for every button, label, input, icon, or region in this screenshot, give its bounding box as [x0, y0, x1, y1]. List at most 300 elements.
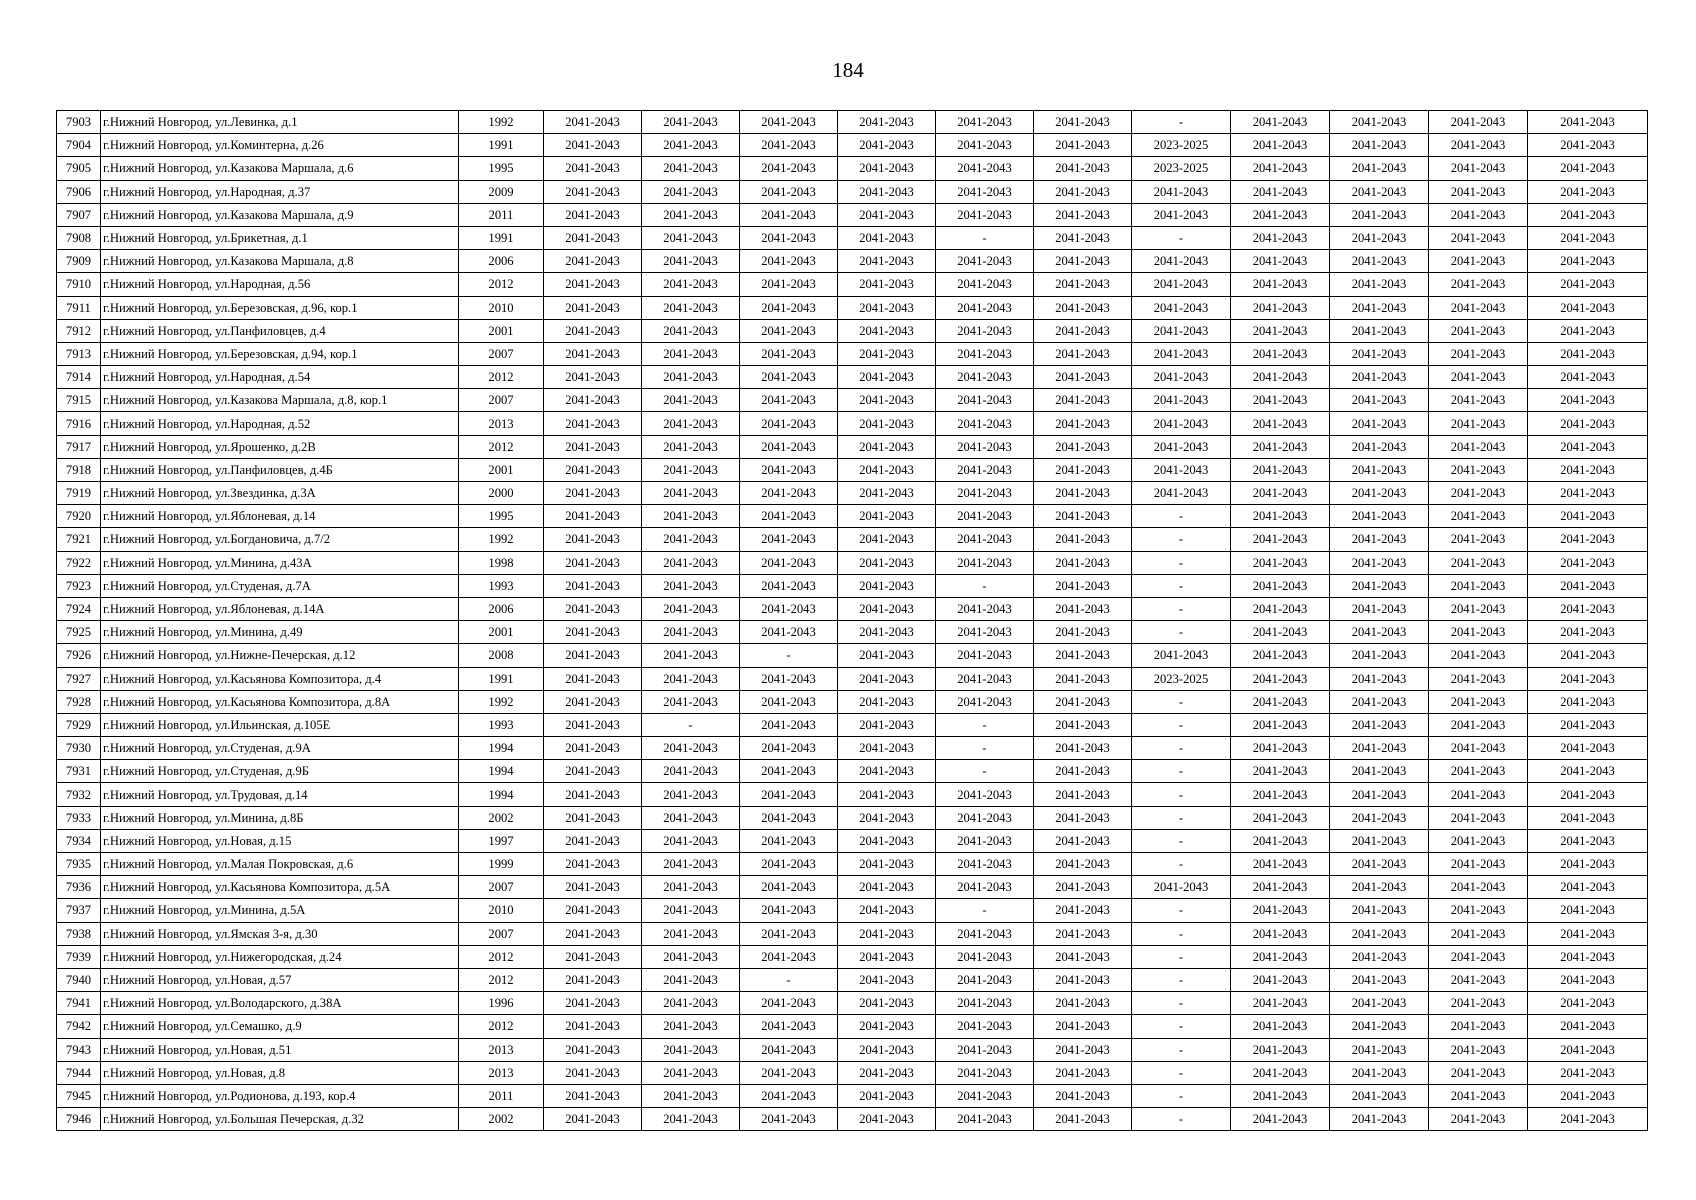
cell-period-8: 2041-2043 [1231, 1015, 1330, 1038]
cell-period-4: 2041-2043 [838, 760, 936, 783]
cell-period-9: 2041-2043 [1330, 667, 1429, 690]
cell-year: 2007 [459, 342, 544, 365]
cell-period-5: 2041-2043 [936, 667, 1034, 690]
cell-row-number: 7917 [57, 435, 101, 458]
cell-period-11: 2041-2043 [1528, 1084, 1648, 1107]
cell-period-4: 2041-2043 [838, 157, 936, 180]
cell-period-2: - [642, 713, 740, 736]
cell-period-6: 2041-2043 [1034, 180, 1132, 203]
cell-period-1: 2041-2043 [544, 342, 642, 365]
cell-period-6: 2041-2043 [1034, 482, 1132, 505]
table-row [57, 528, 1648, 551]
cell-period-6: 2041-2043 [1034, 1015, 1132, 1038]
cell-period-11: 2041-2043 [1528, 157, 1648, 180]
cell-period-10: 2041-2043 [1429, 597, 1528, 620]
cell-period-2: 2041-2043 [642, 296, 740, 319]
cell-row-number: 7910 [57, 273, 101, 296]
cell-row-number: 7916 [57, 412, 101, 435]
cell-period-6: 2041-2043 [1034, 829, 1132, 852]
cell-period-8: 2041-2043 [1231, 574, 1330, 597]
cell-period-7: 2041-2043 [1132, 319, 1231, 342]
cell-period-1: 2041-2043 [544, 1015, 642, 1038]
table-row [57, 829, 1648, 852]
cell-period-2: 2041-2043 [642, 806, 740, 829]
cell-period-11: 2041-2043 [1528, 226, 1648, 249]
cell-period-5: 2041-2043 [936, 389, 1034, 412]
cell-period-6: 2041-2043 [1034, 760, 1132, 783]
cell-period-5: - [936, 713, 1034, 736]
cell-period-9: 2041-2043 [1330, 783, 1429, 806]
cell-year: 2000 [459, 482, 544, 505]
cell-row-number: 7946 [57, 1108, 101, 1131]
cell-period-5: - [936, 226, 1034, 249]
cell-period-2: 2041-2043 [642, 1038, 740, 1061]
cell-period-10: 2041-2043 [1429, 574, 1528, 597]
cell-period-9: 2041-2043 [1330, 412, 1429, 435]
cell-period-2: 2041-2043 [642, 783, 740, 806]
cell-period-4: 2041-2043 [838, 1061, 936, 1084]
cell-period-3: 2041-2043 [740, 366, 838, 389]
cell-period-8: 2041-2043 [1231, 157, 1330, 180]
cell-period-11: 2041-2043 [1528, 760, 1648, 783]
cell-address: г.Нижний Новгород, ул.Семашко, д.9 [101, 1015, 459, 1038]
cell-period-9: 2041-2043 [1330, 505, 1429, 528]
cell-period-1: 2041-2043 [544, 737, 642, 760]
cell-address: г.Нижний Новгород, ул.Нижне-Печерская, д.12 [101, 644, 459, 667]
cell-row-number: 7927 [57, 667, 101, 690]
cell-period-7: 2041-2043 [1132, 366, 1231, 389]
cell-period-1: 2041-2043 [544, 574, 642, 597]
table-row [57, 574, 1648, 597]
cell-period-8: 2041-2043 [1231, 1038, 1330, 1061]
cell-period-8: 2041-2043 [1231, 250, 1330, 273]
cell-period-9: 2041-2043 [1330, 621, 1429, 644]
cell-row-number: 7931 [57, 760, 101, 783]
cell-period-2: 2041-2043 [642, 667, 740, 690]
cell-period-6: 2041-2043 [1034, 644, 1132, 667]
cell-period-6: 2041-2043 [1034, 505, 1132, 528]
cell-period-7: 2041-2043 [1132, 412, 1231, 435]
cell-period-6: 2041-2043 [1034, 528, 1132, 551]
cell-period-6: 2041-2043 [1034, 226, 1132, 249]
cell-period-6: 2041-2043 [1034, 551, 1132, 574]
cell-address: г.Нижний Новгород, ул.Минина, д.49 [101, 621, 459, 644]
cell-period-9: 2041-2043 [1330, 366, 1429, 389]
cell-year: 2001 [459, 319, 544, 342]
cell-period-11: 2041-2043 [1528, 621, 1648, 644]
cell-address: г.Нижний Новгород, ул.Студеная, д.9Б [101, 760, 459, 783]
cell-period-7: 2041-2043 [1132, 644, 1231, 667]
table-row [57, 968, 1648, 991]
cell-year: 2011 [459, 1084, 544, 1107]
cell-address: г.Нижний Новгород, ул.Новая, д.8 [101, 1061, 459, 1084]
cell-address: г.Нижний Новгород, ул.Яблоневая, д.14 [101, 505, 459, 528]
cell-period-9: 2041-2043 [1330, 528, 1429, 551]
cell-period-1: 2041-2043 [544, 876, 642, 899]
cell-period-5: 2041-2043 [936, 690, 1034, 713]
table-row [57, 342, 1648, 365]
cell-period-11: 2041-2043 [1528, 319, 1648, 342]
cell-year: 2007 [459, 389, 544, 412]
cell-period-8: 2041-2043 [1231, 760, 1330, 783]
cell-period-6: 2041-2043 [1034, 273, 1132, 296]
cell-period-10: 2041-2043 [1429, 435, 1528, 458]
cell-period-2: 2041-2043 [642, 342, 740, 365]
cell-year: 2010 [459, 296, 544, 319]
cell-period-5: 2041-2043 [936, 203, 1034, 226]
cell-period-4: 2041-2043 [838, 992, 936, 1015]
cell-period-5: - [936, 737, 1034, 760]
cell-period-6: 2041-2043 [1034, 597, 1132, 620]
cell-period-4: 2041-2043 [838, 296, 936, 319]
cell-period-9: 2041-2043 [1330, 574, 1429, 597]
cell-period-3: 2041-2043 [740, 690, 838, 713]
cell-address: г.Нижний Новгород, ул.Коминтерна, д.26 [101, 134, 459, 157]
cell-period-5: 2041-2043 [936, 783, 1034, 806]
cell-period-5: 2041-2043 [936, 644, 1034, 667]
cell-period-8: 2041-2043 [1231, 435, 1330, 458]
cell-period-1: 2041-2043 [544, 458, 642, 481]
table-row [57, 551, 1648, 574]
cell-year: 2012 [459, 968, 544, 991]
cell-period-5: 2041-2043 [936, 806, 1034, 829]
cell-year: 1995 [459, 505, 544, 528]
cell-period-1: 2041-2043 [544, 319, 642, 342]
cell-year: 2002 [459, 1108, 544, 1131]
cell-period-9: 2041-2043 [1330, 458, 1429, 481]
cell-period-8: 2041-2043 [1231, 737, 1330, 760]
table-row [57, 737, 1648, 760]
cell-period-5: 2041-2043 [936, 1084, 1034, 1107]
cell-period-2: 2041-2043 [642, 597, 740, 620]
cell-address: г.Нижний Новгород, ул.Студеная, д.7А [101, 574, 459, 597]
cell-address: г.Нижний Новгород, ул.Касьянова Композитора, д.8А [101, 690, 459, 713]
table-row [57, 226, 1648, 249]
cell-period-5: 2041-2043 [936, 296, 1034, 319]
cell-period-2: 2041-2043 [642, 273, 740, 296]
cell-period-8: 2041-2043 [1231, 829, 1330, 852]
cell-address: г.Нижний Новгород, ул.Ильинская, д.105Е [101, 713, 459, 736]
cell-period-4: 2041-2043 [838, 899, 936, 922]
cell-period-8: 2041-2043 [1231, 968, 1330, 991]
cell-address: г.Нижний Новгород, ул.Казакова Маршала, д.8 [101, 250, 459, 273]
cell-period-4: 2041-2043 [838, 806, 936, 829]
cell-period-8: 2041-2043 [1231, 899, 1330, 922]
cell-period-4: 2041-2043 [838, 1038, 936, 1061]
cell-period-8: 2041-2043 [1231, 273, 1330, 296]
cell-period-5: 2041-2043 [936, 134, 1034, 157]
cell-period-2: 2041-2043 [642, 389, 740, 412]
cell-period-4: 2041-2043 [838, 968, 936, 991]
cell-period-11: 2041-2043 [1528, 250, 1648, 273]
cell-period-9: 2041-2043 [1330, 968, 1429, 991]
table-body [57, 111, 1648, 1131]
cell-period-1: 2041-2043 [544, 134, 642, 157]
cell-period-5: 2041-2043 [936, 621, 1034, 644]
cell-address: г.Нижний Новгород, ул.Березовская, д.94, кор.1 [101, 342, 459, 365]
cell-period-8: 2041-2043 [1231, 412, 1330, 435]
table-row [57, 644, 1648, 667]
cell-address: г.Нижний Новгород, ул.Брикетная, д.1 [101, 226, 459, 249]
cell-period-5: 2041-2043 [936, 1038, 1034, 1061]
cell-period-3: 2041-2043 [740, 203, 838, 226]
cell-period-7: - [1132, 968, 1231, 991]
cell-period-2: 2041-2043 [642, 1061, 740, 1084]
cell-year: 2010 [459, 899, 544, 922]
cell-period-9: 2041-2043 [1330, 273, 1429, 296]
cell-period-11: 2041-2043 [1528, 783, 1648, 806]
cell-period-11: 2041-2043 [1528, 134, 1648, 157]
cell-address: г.Нижний Новгород, ул.Звездинка, д.3А [101, 482, 459, 505]
cell-period-5: 2041-2043 [936, 366, 1034, 389]
cell-period-1: 2041-2043 [544, 366, 642, 389]
cell-period-7: 2041-2043 [1132, 435, 1231, 458]
cell-row-number: 7904 [57, 134, 101, 157]
cell-period-4: 2041-2043 [838, 180, 936, 203]
cell-period-6: 2041-2043 [1034, 412, 1132, 435]
cell-row-number: 7937 [57, 899, 101, 922]
cell-year: 1994 [459, 760, 544, 783]
cell-row-number: 7922 [57, 551, 101, 574]
table-row [57, 180, 1648, 203]
cell-row-number: 7945 [57, 1084, 101, 1107]
cell-period-9: 2041-2043 [1330, 111, 1429, 134]
cell-address: г.Нижний Новгород, ул.Народная, д.54 [101, 366, 459, 389]
cell-period-1: 2041-2043 [544, 644, 642, 667]
page-number: 184 [832, 58, 864, 82]
cell-address: г.Нижний Новгород, ул.Панфиловцев, д.4Б [101, 458, 459, 481]
cell-row-number: 7939 [57, 945, 101, 968]
cell-period-2: 2041-2043 [642, 435, 740, 458]
cell-period-2: 2041-2043 [642, 1108, 740, 1131]
cell-period-5: 2041-2043 [936, 157, 1034, 180]
cell-row-number: 7936 [57, 876, 101, 899]
cell-row-number: 7932 [57, 783, 101, 806]
cell-period-4: 2041-2043 [838, 226, 936, 249]
cell-period-4: 2041-2043 [838, 111, 936, 134]
cell-period-7: - [1132, 1084, 1231, 1107]
cell-period-2: 2041-2043 [642, 366, 740, 389]
cell-period-3: 2041-2043 [740, 1084, 838, 1107]
cell-period-9: 2041-2043 [1330, 829, 1429, 852]
table-row [57, 111, 1648, 134]
cell-period-7: - [1132, 226, 1231, 249]
cell-period-10: 2041-2043 [1429, 273, 1528, 296]
cell-address: г.Нижний Новгород, ул.Минина, д.8Б [101, 806, 459, 829]
cell-period-3: 2041-2043 [740, 435, 838, 458]
cell-address: г.Нижний Новгород, ул.Яблоневая, д.14А [101, 597, 459, 620]
table-row [57, 458, 1648, 481]
cell-period-2: 2041-2043 [642, 250, 740, 273]
cell-period-10: 2041-2043 [1429, 945, 1528, 968]
cell-period-11: 2041-2043 [1528, 1038, 1648, 1061]
cell-period-1: 2041-2043 [544, 412, 642, 435]
cell-address: г.Нижний Новгород, ул.Нижегородская, д.24 [101, 945, 459, 968]
cell-period-7: - [1132, 806, 1231, 829]
cell-period-9: 2041-2043 [1330, 180, 1429, 203]
cell-period-8: 2041-2043 [1231, 806, 1330, 829]
cell-period-10: 2041-2043 [1429, 250, 1528, 273]
cell-row-number: 7914 [57, 366, 101, 389]
cell-period-5: 2041-2043 [936, 482, 1034, 505]
cell-period-2: 2041-2043 [642, 760, 740, 783]
cell-period-3: 2041-2043 [740, 713, 838, 736]
cell-period-7: - [1132, 597, 1231, 620]
cell-period-4: 2041-2043 [838, 319, 936, 342]
cell-year: 2012 [459, 366, 544, 389]
cell-period-2: 2041-2043 [642, 644, 740, 667]
cell-period-7: - [1132, 713, 1231, 736]
cell-period-7: - [1132, 528, 1231, 551]
cell-period-1: 2041-2043 [544, 111, 642, 134]
cell-period-6: 2041-2043 [1034, 667, 1132, 690]
cell-row-number: 7915 [57, 389, 101, 412]
cell-period-10: 2041-2043 [1429, 319, 1528, 342]
cell-period-11: 2041-2043 [1528, 690, 1648, 713]
cell-period-3: 2041-2043 [740, 1108, 838, 1131]
cell-period-3: 2041-2043 [740, 574, 838, 597]
cell-period-3: 2041-2043 [740, 853, 838, 876]
cell-period-7: - [1132, 690, 1231, 713]
cell-period-8: 2041-2043 [1231, 853, 1330, 876]
cell-period-8: 2041-2043 [1231, 111, 1330, 134]
cell-period-3: 2041-2043 [740, 945, 838, 968]
cell-period-7: 2041-2043 [1132, 389, 1231, 412]
cell-address: г.Нижний Новгород, ул.Казакова Маршала, д.8, кор.1 [101, 389, 459, 412]
cell-period-5: 2041-2043 [936, 853, 1034, 876]
cell-period-4: 2041-2043 [838, 829, 936, 852]
cell-period-11: 2041-2043 [1528, 412, 1648, 435]
cell-row-number: 7926 [57, 644, 101, 667]
cell-period-11: 2041-2043 [1528, 482, 1648, 505]
cell-period-7: 2041-2043 [1132, 296, 1231, 319]
cell-period-1: 2041-2043 [544, 945, 642, 968]
cell-period-2: 2041-2043 [642, 203, 740, 226]
cell-period-1: 2041-2043 [544, 597, 642, 620]
cell-period-10: 2041-2043 [1429, 1015, 1528, 1038]
cell-year: 2001 [459, 458, 544, 481]
cell-address: г.Нижний Новгород, ул.Левинка, д.1 [101, 111, 459, 134]
cell-period-11: 2041-2043 [1528, 180, 1648, 203]
table-row [57, 783, 1648, 806]
cell-period-3: 2041-2043 [740, 621, 838, 644]
cell-period-11: 2041-2043 [1528, 968, 1648, 991]
cell-period-6: 2041-2043 [1034, 783, 1132, 806]
cell-period-10: 2041-2043 [1429, 690, 1528, 713]
cell-period-3: 2041-2043 [740, 899, 838, 922]
cell-period-10: 2041-2043 [1429, 111, 1528, 134]
cell-period-9: 2041-2043 [1330, 876, 1429, 899]
cell-year: 2006 [459, 250, 544, 273]
cell-year: 2011 [459, 203, 544, 226]
cell-period-3: 2041-2043 [740, 412, 838, 435]
cell-period-11: 2041-2043 [1528, 829, 1648, 852]
cell-period-10: 2041-2043 [1429, 829, 1528, 852]
cell-period-4: 2041-2043 [838, 1015, 936, 1038]
cell-period-10: 2041-2043 [1429, 203, 1528, 226]
cell-row-number: 7913 [57, 342, 101, 365]
cell-period-4: 2041-2043 [838, 551, 936, 574]
table-row [57, 250, 1648, 273]
cell-period-8: 2041-2043 [1231, 922, 1330, 945]
cell-period-11: 2041-2043 [1528, 992, 1648, 1015]
cell-period-10: 2041-2043 [1429, 1108, 1528, 1131]
cell-period-11: 2041-2043 [1528, 922, 1648, 945]
cell-period-7: - [1132, 1061, 1231, 1084]
cell-period-2: 2041-2043 [642, 528, 740, 551]
cell-period-3: 2041-2043 [740, 667, 838, 690]
cell-period-1: 2041-2043 [544, 713, 642, 736]
cell-period-10: 2041-2043 [1429, 713, 1528, 736]
cell-period-1: 2041-2043 [544, 806, 642, 829]
cell-period-11: 2041-2043 [1528, 458, 1648, 481]
cell-row-number: 7920 [57, 505, 101, 528]
cell-period-4: 2041-2043 [838, 690, 936, 713]
cell-period-7: 2041-2043 [1132, 482, 1231, 505]
cell-period-2: 2041-2043 [642, 505, 740, 528]
cell-period-1: 2041-2043 [544, 435, 642, 458]
cell-period-1: 2041-2043 [544, 690, 642, 713]
table-row [57, 1015, 1648, 1038]
cell-period-2: 2041-2043 [642, 180, 740, 203]
table-row [57, 853, 1648, 876]
cell-period-4: 2041-2043 [838, 876, 936, 899]
cell-period-1: 2041-2043 [544, 992, 642, 1015]
cell-period-2: 2041-2043 [642, 945, 740, 968]
cell-period-1: 2041-2043 [544, 829, 642, 852]
table-row [57, 667, 1648, 690]
cell-period-11: 2041-2043 [1528, 899, 1648, 922]
cell-year: 2012 [459, 945, 544, 968]
cell-period-11: 2041-2043 [1528, 945, 1648, 968]
table-row [57, 945, 1648, 968]
cell-period-6: 2041-2043 [1034, 366, 1132, 389]
cell-period-10: 2041-2043 [1429, 992, 1528, 1015]
cell-period-9: 2041-2043 [1330, 157, 1429, 180]
cell-period-9: 2041-2043 [1330, 690, 1429, 713]
cell-period-4: 2041-2043 [838, 922, 936, 945]
cell-period-5: 2041-2043 [936, 876, 1034, 899]
cell-period-10: 2041-2043 [1429, 296, 1528, 319]
cell-period-3: 2041-2043 [740, 1015, 838, 1038]
cell-row-number: 7944 [57, 1061, 101, 1084]
cell-period-11: 2041-2043 [1528, 273, 1648, 296]
cell-period-2: 2041-2043 [642, 899, 740, 922]
cell-row-number: 7912 [57, 319, 101, 342]
cell-period-7: - [1132, 574, 1231, 597]
cell-period-4: 2041-2043 [838, 435, 936, 458]
cell-row-number: 7903 [57, 111, 101, 134]
cell-period-7: - [1132, 760, 1231, 783]
cell-period-9: 2041-2043 [1330, 250, 1429, 273]
cell-period-4: 2041-2043 [838, 667, 936, 690]
cell-period-11: 2041-2043 [1528, 876, 1648, 899]
cell-year: 1993 [459, 713, 544, 736]
table-row [57, 296, 1648, 319]
cell-period-4: 2041-2043 [838, 945, 936, 968]
cell-period-8: 2041-2043 [1231, 180, 1330, 203]
cell-period-10: 2041-2043 [1429, 1084, 1528, 1107]
cell-address: г.Нижний Новгород, ул.Минина, д.5А [101, 899, 459, 922]
cell-period-10: 2041-2043 [1429, 783, 1528, 806]
cell-address: г.Нижний Новгород, ул.Казакова Маршала, д.6 [101, 157, 459, 180]
table-row [57, 134, 1648, 157]
cell-period-9: 2041-2043 [1330, 899, 1429, 922]
cell-period-6: 2041-2043 [1034, 250, 1132, 273]
table-row [57, 319, 1648, 342]
cell-year: 1999 [459, 853, 544, 876]
cell-period-11: 2041-2043 [1528, 1061, 1648, 1084]
